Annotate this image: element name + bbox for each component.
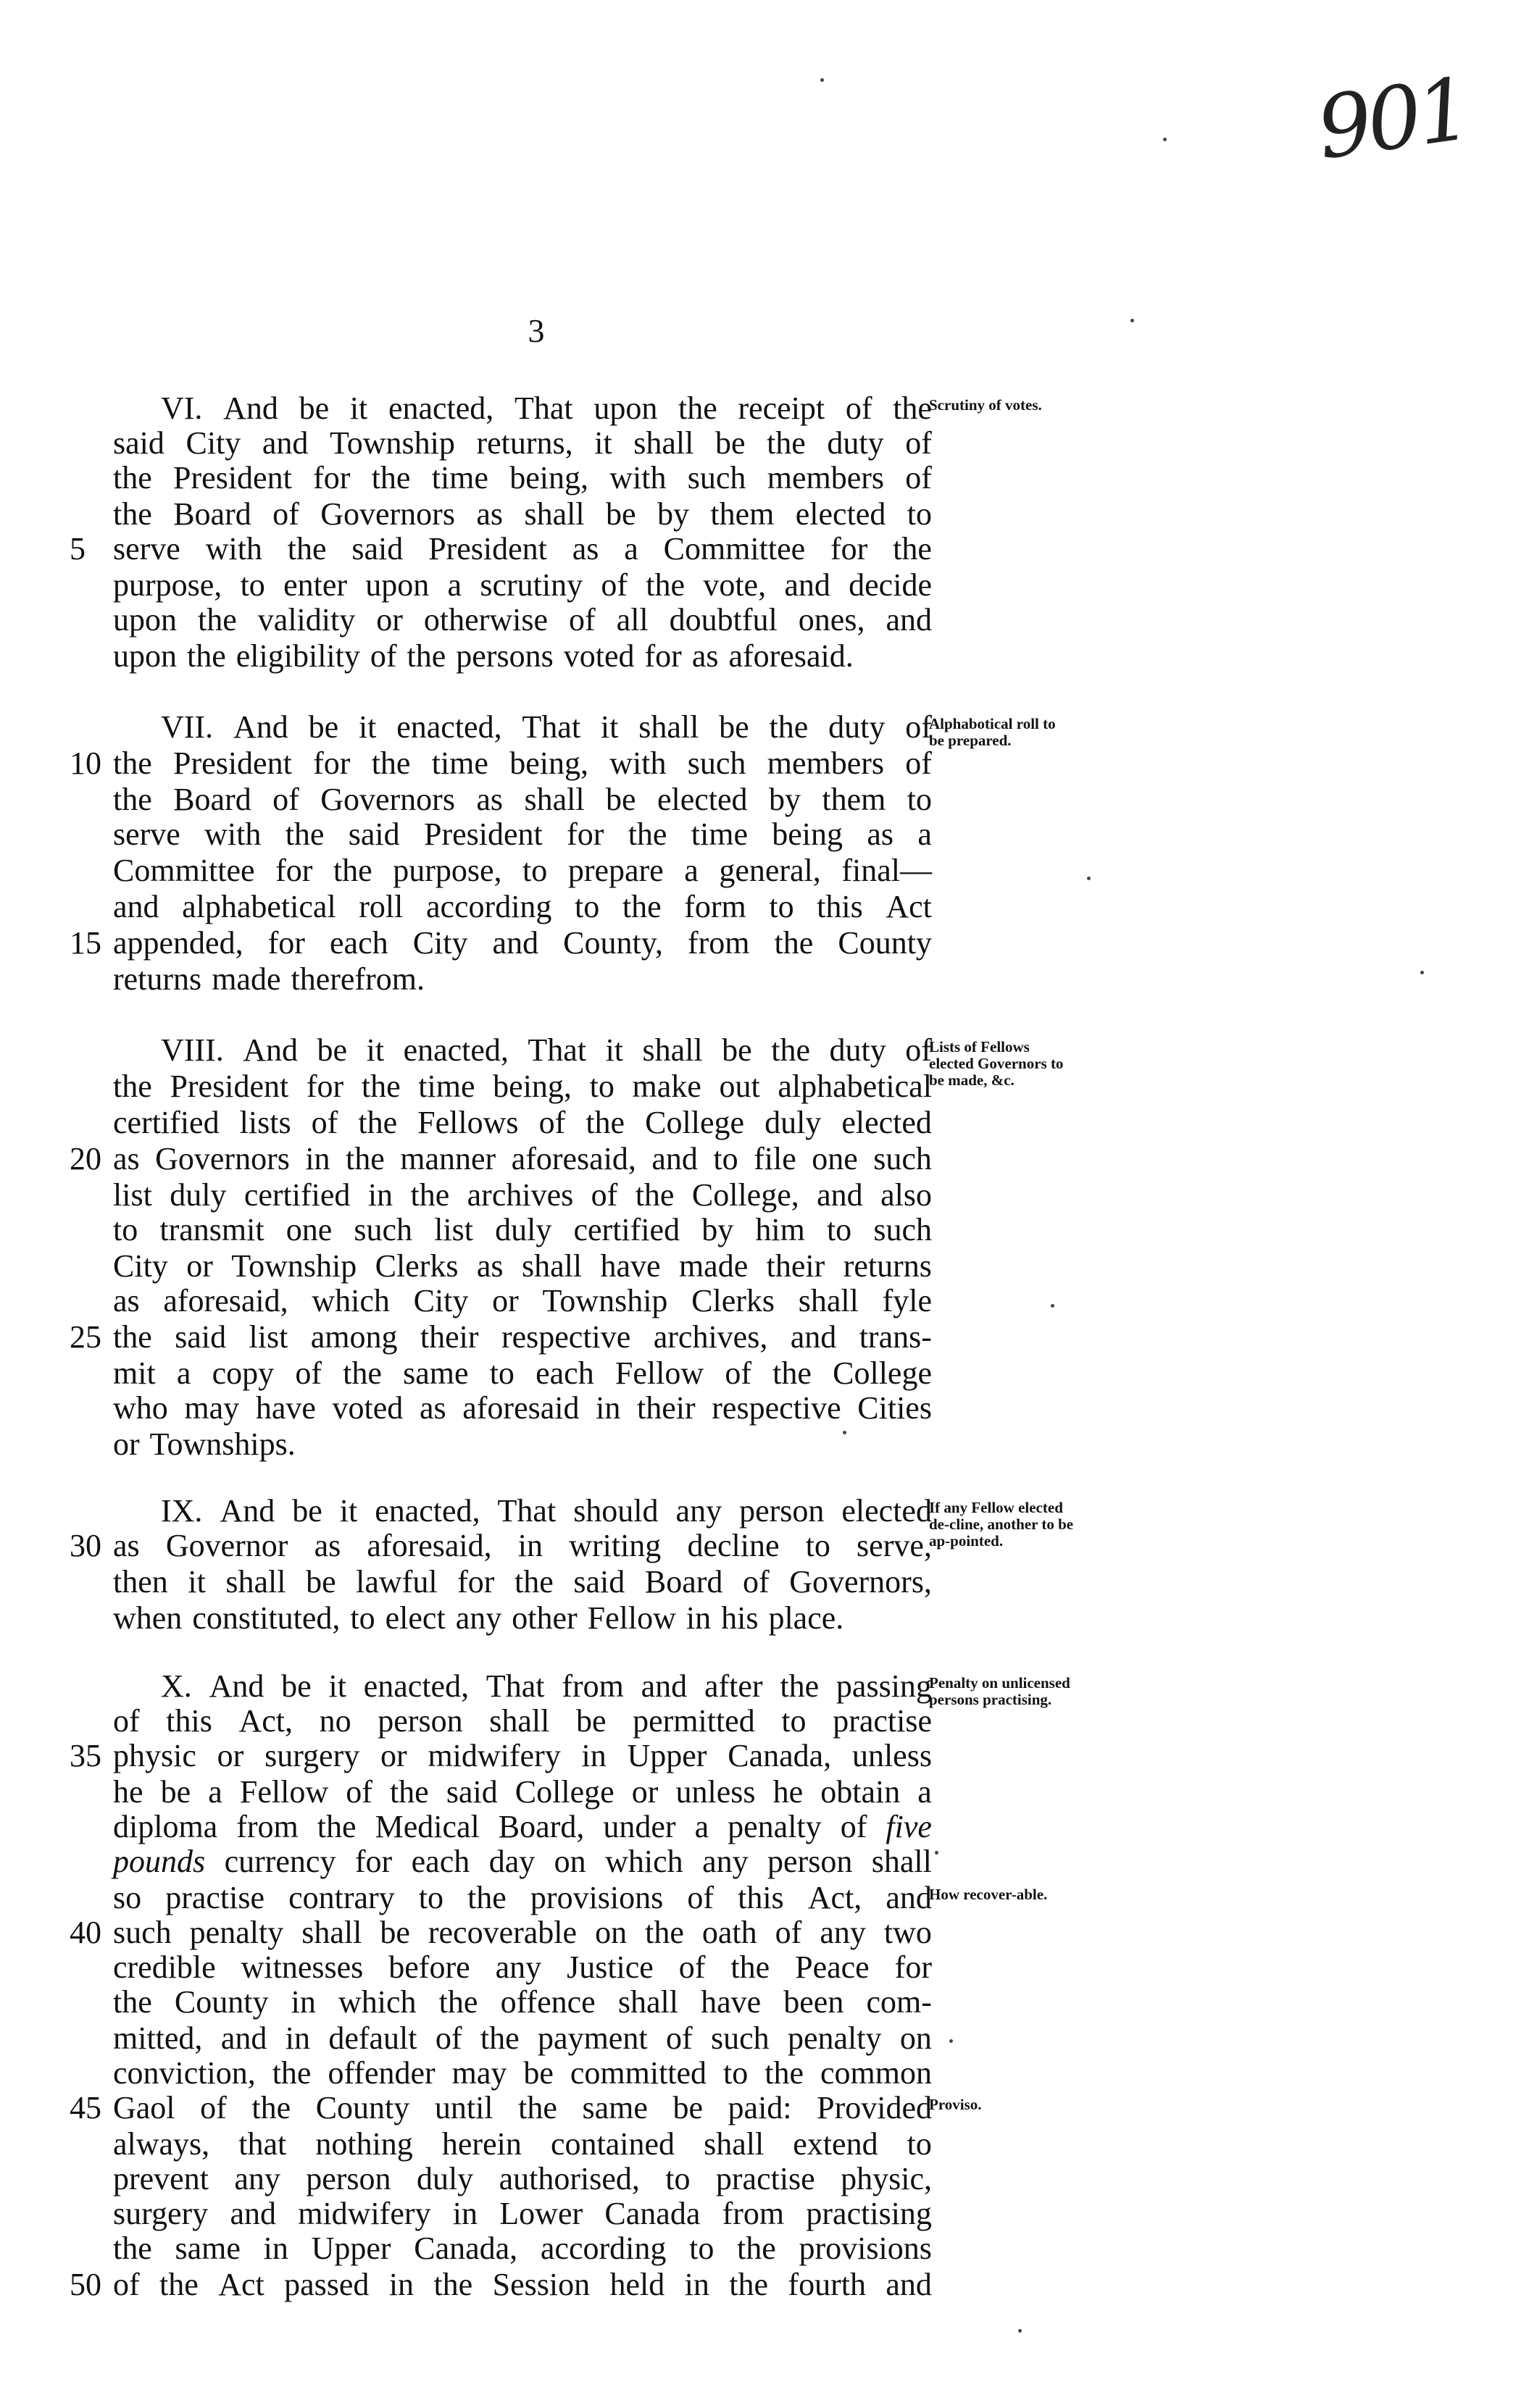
line-number: 10 bbox=[70, 745, 101, 781]
text-line: as aforesaid, which City or Township Clerks shall fyle bbox=[113, 1283, 932, 1318]
text-line: serve with the said President for the time being as a bbox=[113, 816, 932, 852]
speck bbox=[1087, 877, 1091, 880]
text-line: VI. And be it enacted, That upon the receipt of the bbox=[161, 390, 932, 426]
text-line: City or Township Clerks as shall have made their returns bbox=[113, 1248, 932, 1284]
margin-note: If any Fellow elected de-cline, another to be ap-pointed. bbox=[929, 1499, 1074, 1550]
text-line: IX. And be it enacted, That should any person elected bbox=[161, 1493, 932, 1529]
speck bbox=[843, 1431, 846, 1434]
text-line: of the Act passed in the Session held in the fourth and bbox=[113, 2267, 932, 2302]
margin-note: Scrutiny of votes. bbox=[929, 396, 1042, 414]
text-line: of this Act, no person shall be permitted to practise bbox=[113, 1703, 932, 1739]
text-line: the President for the time being, with such members of bbox=[113, 745, 932, 781]
margin-note: How recover-able. bbox=[929, 1886, 1048, 1903]
text-line: and alphabetical roll according to the form to this Act bbox=[113, 889, 932, 924]
line-number: 15 bbox=[70, 925, 101, 961]
speck bbox=[1420, 971, 1424, 974]
text-line: diploma from the Medical Board, under a penalty of five bbox=[113, 1809, 932, 1844]
line-number: 45 bbox=[70, 2090, 101, 2125]
text-line: physic or surgery or midwifery in Upper Canada, unless bbox=[113, 1738, 932, 1773]
text-line: serve with the said President as a Committee for the bbox=[113, 531, 932, 567]
text-line: as Governors in the manner aforesaid, and to file one such bbox=[113, 1141, 932, 1176]
line-number: 40 bbox=[70, 1915, 101, 1950]
text-line: mit a copy of the same to each Fellow of the College bbox=[113, 1355, 932, 1391]
margin-note: Alphabotical roll to be prepared. bbox=[929, 715, 1056, 749]
text-line: VII. And be it enacted, That it shall be the duty of bbox=[161, 709, 932, 745]
speck bbox=[820, 78, 824, 82]
text-line: upon the eligibility of the persons voted for as aforesaid. bbox=[113, 638, 854, 674]
text-line: Committee for the purpose, to prepare a general, final— bbox=[113, 853, 932, 888]
text-line: the President for the time being, with such members of bbox=[113, 460, 932, 496]
text-line: prevent any person duly authorised, to practise physic, bbox=[113, 2161, 932, 2196]
line-number: 5 bbox=[70, 531, 86, 567]
line-number: 50 bbox=[70, 2267, 101, 2302]
margin-note: Proviso. bbox=[929, 2096, 982, 2113]
margin-note: Penalty on unlicensed persons practising. bbox=[929, 1674, 1070, 1708]
line-number: 25 bbox=[70, 1319, 101, 1355]
text-line: VIII. And be it enacted, That it shall be the duty of bbox=[161, 1032, 932, 1068]
line-number: 30 bbox=[70, 1528, 101, 1563]
text-line: then it shall be lawful for the said Board of Governors, bbox=[113, 1564, 932, 1600]
text-line: X. And be it enacted, That from and after the passing bbox=[161, 1668, 932, 1704]
speck bbox=[1163, 138, 1167, 141]
text-line: he be a Fellow of the said College or unless he obtain a bbox=[113, 1774, 932, 1810]
text-line: or Townships. bbox=[113, 1426, 296, 1462]
speck bbox=[949, 2039, 953, 2043]
handwritten-folio-number: 901 bbox=[1311, 58, 1474, 179]
text-line: said City and Township returns, it shall be the duty of bbox=[113, 425, 932, 461]
text-line: the Board of Governors as shall be elected by them to bbox=[113, 782, 932, 817]
text-line: Gaol of the County until the same be paid: Provided bbox=[113, 2090, 932, 2125]
speck bbox=[935, 1851, 938, 1855]
speck bbox=[1051, 1304, 1054, 1308]
text-line: the County in which the offence shall have been com- bbox=[113, 1984, 932, 2020]
text-line: pounds currency for each day on which any person shall bbox=[113, 1844, 932, 1879]
text-line: mitted, and in default of the payment of such penalty on bbox=[113, 2020, 932, 2056]
text-line: who may have voted as aforesaid in their respective Cities bbox=[113, 1390, 932, 1426]
text-line: conviction, the offender may be committed to the common bbox=[113, 2055, 932, 2091]
text-line: the same in Upper Canada, according to the provisions bbox=[113, 2231, 932, 2266]
line-number: 35 bbox=[70, 1738, 101, 1773]
text-line: purpose, to enter upon a scrutiny of the vote, and decide bbox=[113, 567, 932, 603]
line-number: 20 bbox=[70, 1141, 101, 1176]
text-line: as Governor as aforesaid, in writing decline to serve, bbox=[113, 1528, 932, 1563]
speck bbox=[1130, 319, 1134, 322]
text-line: list duly certified in the archives of the College, and also bbox=[113, 1177, 932, 1213]
text-line: when constituted, to elect any other Fellow in his place. bbox=[113, 1600, 844, 1636]
text-line: always, that nothing herein contained shall extend to bbox=[113, 2126, 932, 2162]
text-line: surgery and midwifery in Lower Canada from practising bbox=[113, 2196, 932, 2231]
text-line: the said list among their respective archives, and trans- bbox=[113, 1319, 932, 1355]
text-line: returns made therefrom. bbox=[113, 961, 425, 997]
text-line: to transmit one such list duly certified by him to such bbox=[113, 1212, 932, 1247]
text-line: so practise contrary to the provisions of this Act, and bbox=[113, 1880, 932, 1915]
speck bbox=[1018, 2329, 1022, 2333]
text-line: upon the validity or otherwise of all doubtful ones, and bbox=[113, 602, 932, 637]
text-line: appended, for each City and County, from the County bbox=[113, 925, 932, 961]
page-number: 3 bbox=[528, 312, 545, 349]
text-line: the Board of Governors as shall be by them elected to bbox=[113, 496, 932, 532]
text-line: credible witnesses before any Justice of the Peace for bbox=[113, 1949, 932, 1985]
text-line: the President for the time being, to make out alphabetical bbox=[113, 1069, 932, 1104]
text-line: such penalty shall be recoverable on the oath of any two bbox=[113, 1915, 932, 1950]
text-line: certified lists of the Fellows of the College duly elected bbox=[113, 1105, 932, 1140]
margin-note: Lists of Fellows elected Governors to be made, &c. bbox=[929, 1038, 1064, 1089]
